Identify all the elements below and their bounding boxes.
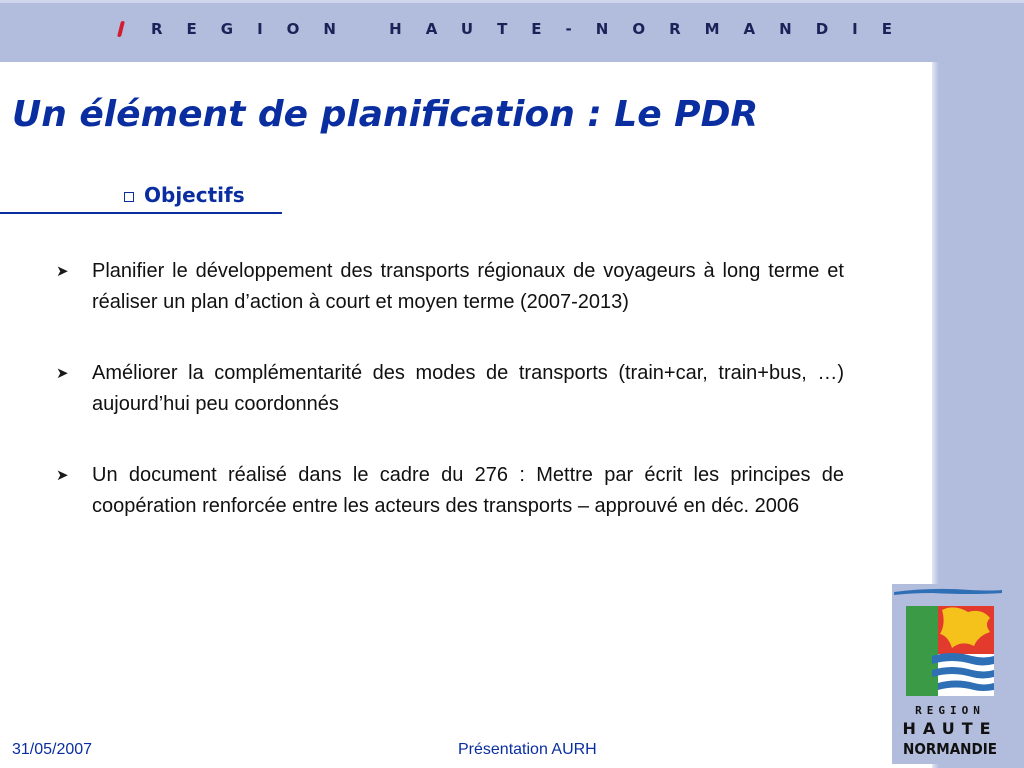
checkbox-square-icon — [124, 192, 134, 202]
logo-green-field — [906, 606, 938, 696]
bullet-text: Un document réalisé dans le cadre du 276 : Mettre par écrit les principes de coopération renforcée entre les acteurs des transports – approuvé en déc. 2006 — [92, 464, 844, 517]
region-banner-text: REGION HAUTE-NORMANDIE — [150, 20, 916, 38]
bullet-text: Améliorer la complémentarité des modes de transports (train+car, train+bus, …) aujourd’hui peu coordonnés — [92, 362, 844, 415]
section-underline — [0, 212, 282, 214]
footer-date: 31/05/2007 — [12, 741, 93, 758]
slide-title: Un élément de planification : Le PDR — [12, 94, 759, 135]
section-heading — [124, 180, 245, 210]
arrowhead-bullet-icon: ➤ — [56, 467, 69, 484]
header-highlight-stripe — [0, 0, 1024, 3]
arrowhead-bullet-icon: ➤ — [56, 365, 69, 382]
footer-presentation-title: Présentation AURH — [458, 741, 597, 758]
logo-text-line-2: HAUTE — [902, 719, 998, 738]
region-banner — [119, 14, 916, 44]
region-accent-mark-icon — [117, 21, 125, 37]
bullet-text: Planifier le développement des transports régionaux de voyageurs à long terme et réaliser un plan d’action à court et moyen terme (2007-2013) — [92, 260, 844, 313]
arrowhead-bullet-icon: ➤ — [56, 263, 69, 280]
objectives-list — [54, 256, 844, 562]
logo-text-line-1: REGION — [915, 704, 985, 717]
header-band — [0, 0, 1024, 62]
section-heading-text: Objectifs — [144, 183, 245, 207]
list-item — [54, 256, 844, 318]
logo-text-line-3: NORMANDIE — [903, 740, 997, 758]
list-item — [54, 358, 844, 420]
region-logo — [892, 584, 1002, 764]
list-item — [54, 460, 844, 522]
